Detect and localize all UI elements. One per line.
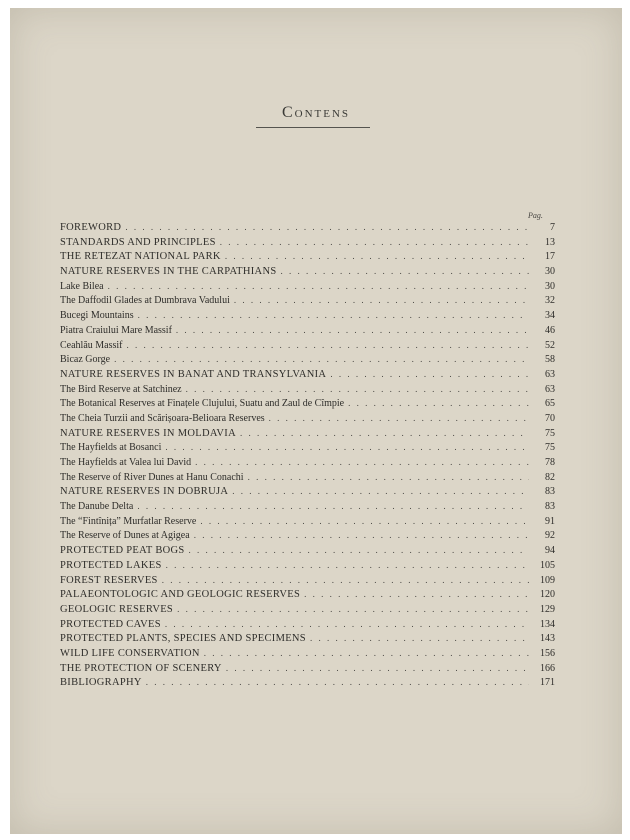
toc-entry xyxy=(60,237,555,252)
toc-entry-page-number: 134 xyxy=(540,618,555,630)
toc-entry xyxy=(60,384,555,399)
dot-leader xyxy=(195,457,529,467)
toc-entry xyxy=(60,648,555,663)
toc-entry-page-number: 52 xyxy=(545,339,555,351)
dot-leader xyxy=(220,237,529,247)
toc-entry-page-number: 78 xyxy=(545,457,555,468)
toc-entry-page-number: 129 xyxy=(540,603,555,615)
dot-leader xyxy=(138,310,529,320)
dot-leader xyxy=(194,530,529,540)
dot-leader xyxy=(226,663,529,673)
toc-entry-title: The Botanical Reserves at Finațele Clujului, Suatu and Zaul de Cîmpie xyxy=(60,398,345,410)
toc-entry-title: FOREST RESERVES xyxy=(60,574,158,586)
toc-entry-title: STANDARDS AND PRINCIPLES xyxy=(60,236,216,248)
toc-entry xyxy=(60,398,555,413)
toc-entry-title: Lake Bilea xyxy=(60,280,104,292)
dot-leader xyxy=(234,295,529,305)
dot-leader xyxy=(127,340,530,350)
toc-entry-title: The Daffodil Glades at Dumbrava Vadului xyxy=(60,295,230,307)
toc-entry-page-number: 143 xyxy=(540,633,555,645)
dot-leader xyxy=(165,619,529,629)
toc-entry-title: Piatra Craiului Mare Massif xyxy=(60,324,172,336)
toc-entry xyxy=(60,677,555,692)
toc-entry-page-number: 166 xyxy=(540,662,555,674)
toc-entry-title: WILD LIFE CONSERVATION xyxy=(60,647,200,659)
dot-leader xyxy=(137,501,529,511)
page-title: Contens xyxy=(281,104,351,121)
toc-entry-title: The Reserve of Dunes at Agigea xyxy=(60,530,190,542)
dot-leader xyxy=(204,648,529,658)
toc-entry-page-number: 46 xyxy=(545,324,555,336)
toc-entry-title: The Bird Reserve at Satchinez xyxy=(60,383,182,395)
toc-entry-title: NATURE RESERVES IN THE CARPATHIANS xyxy=(60,266,277,278)
dot-leader xyxy=(310,633,529,643)
dot-leader xyxy=(348,398,529,408)
toc-entry xyxy=(60,222,555,237)
toc-entry-page-number: 30 xyxy=(545,266,555,278)
toc-entry-title: PROTECTED LAKES xyxy=(60,559,162,571)
toc-entry-title: NATURE RESERVES IN BANAT AND TRANSYLVANIA xyxy=(60,368,327,380)
dot-leader xyxy=(177,604,529,614)
toc-entry-page-number: 105 xyxy=(540,559,555,571)
toc-entry xyxy=(60,295,555,310)
dot-leader xyxy=(108,281,529,291)
dot-leader xyxy=(176,325,529,335)
toc-entry xyxy=(60,589,555,604)
toc-entry-page-number: 34 xyxy=(545,310,555,322)
dot-leader xyxy=(269,413,529,423)
toc-entry xyxy=(60,663,555,678)
dot-leader xyxy=(330,369,529,379)
toc-entry-page-number: 109 xyxy=(540,574,555,586)
toc-entry-page-number: 91 xyxy=(545,515,555,527)
toc-entry xyxy=(60,457,555,472)
dot-leader xyxy=(304,589,529,599)
toc-entry-page-number: 7 xyxy=(550,222,555,233)
toc-entry xyxy=(60,340,555,355)
dot-leader xyxy=(200,516,529,526)
book-page xyxy=(10,8,622,834)
toc-entry xyxy=(60,354,555,369)
dot-leader xyxy=(146,677,529,687)
toc-entry-title: Ceahlău Massif xyxy=(60,339,123,351)
toc-entry-title: FOREWORD xyxy=(60,222,122,233)
toc-entry-page-number: 171 xyxy=(540,677,555,689)
table-of-contents xyxy=(60,222,555,692)
toc-entry-page-number: 94 xyxy=(545,545,555,557)
toc-entry xyxy=(60,325,555,340)
toc-entry-title: The Cheia Turzii and Scărișoara-Belioara Reserves xyxy=(60,412,265,424)
dot-leader xyxy=(162,575,529,585)
toc-entry-title: THE PROTECTION OF SCENERY xyxy=(60,662,222,674)
toc-entry-title: NATURE RESERVES IN MOLDAVIA xyxy=(60,427,236,439)
toc-entry-title: NATURE RESERVES IN DOBRUJA xyxy=(60,486,229,498)
toc-entry-page-number: 32 xyxy=(545,295,555,307)
dot-leader xyxy=(189,545,529,555)
toc-entry xyxy=(60,501,555,516)
toc-entry-title: Bucegi Mountains xyxy=(60,310,134,322)
toc-entry-page-number: 75 xyxy=(545,427,555,439)
toc-entry xyxy=(60,604,555,619)
toc-entry-page-number: 30 xyxy=(545,280,555,292)
toc-entry xyxy=(60,428,555,443)
toc-entry xyxy=(60,266,555,281)
toc-entry-page-number: 83 xyxy=(545,486,555,498)
toc-entry-title: The Reserve of River Dunes at Hanu Conachi xyxy=(60,471,244,483)
toc-entry-page-number: 63 xyxy=(545,383,555,395)
toc-entry-title: The “Fintînița” Murfatlar Reserve xyxy=(60,515,197,527)
toc-entry-title: The Danube Delta xyxy=(60,501,134,513)
toc-entry-title: PROTECTED PEAT BOGS xyxy=(60,545,185,557)
dot-leader xyxy=(165,442,529,452)
toc-entry-page-number: 58 xyxy=(545,354,555,366)
toc-entry-title: The Hayfields at Bosanci xyxy=(60,442,162,454)
toc-entry-page-number: 17 xyxy=(545,251,555,263)
toc-entry xyxy=(60,310,555,325)
toc-entry-title: GEOLOGIC RESERVES xyxy=(60,603,174,615)
dot-leader xyxy=(114,354,529,364)
toc-entry-page-number: 120 xyxy=(540,589,555,601)
toc-entry-page-number: 70 xyxy=(545,412,555,424)
dot-leader xyxy=(240,428,529,438)
toc-entry xyxy=(60,413,555,428)
dot-leader xyxy=(125,222,529,232)
toc-entry-title: PROTECTED CAVES xyxy=(60,618,161,630)
dot-leader xyxy=(186,384,529,394)
dot-leader xyxy=(166,560,529,570)
toc-entry-page-number: 63 xyxy=(545,368,555,380)
toc-entry xyxy=(60,369,555,384)
toc-entry-page-number: 156 xyxy=(540,647,555,659)
toc-entry xyxy=(60,575,555,590)
toc-entry-title: Bicaz Gorge xyxy=(60,354,111,366)
dot-leader xyxy=(248,472,529,482)
toc-entry-title: PALAEONTOLOGIC AND GEOLOGIC RESERVES xyxy=(60,589,301,601)
toc-entry xyxy=(60,633,555,648)
toc-entry xyxy=(60,251,555,266)
toc-entry-title: THE RETEZAT NATIONAL PARK xyxy=(60,251,221,263)
toc-entry xyxy=(60,486,555,501)
toc-entry xyxy=(60,530,555,545)
toc-entry-page-number: 83 xyxy=(545,501,555,513)
toc-entry xyxy=(60,281,555,296)
dot-leader xyxy=(225,251,529,261)
title-underline xyxy=(256,127,370,128)
toc-entry-page-number: 92 xyxy=(545,530,555,542)
toc-entry-page-number: 82 xyxy=(545,471,555,483)
dot-leader xyxy=(232,486,529,496)
dot-leader xyxy=(280,266,529,276)
toc-entry-page-number: 13 xyxy=(545,236,555,248)
page-column-label: Pag. xyxy=(528,211,543,220)
toc-entry xyxy=(60,545,555,560)
toc-entry xyxy=(60,516,555,531)
toc-entry xyxy=(60,472,555,487)
toc-entry-title: BIBLIOGRAPHY xyxy=(60,677,142,689)
toc-entry-title: The Hayfields at Valea lui David xyxy=(60,457,192,468)
toc-entry xyxy=(60,560,555,575)
toc-entry-title: PROTECTED PLANTS, SPECIES AND SPECIMENS xyxy=(60,633,306,645)
toc-entry-page-number: 75 xyxy=(545,442,555,454)
toc-entry xyxy=(60,619,555,634)
toc-entry xyxy=(60,442,555,457)
toc-entry-page-number: 65 xyxy=(545,398,555,410)
